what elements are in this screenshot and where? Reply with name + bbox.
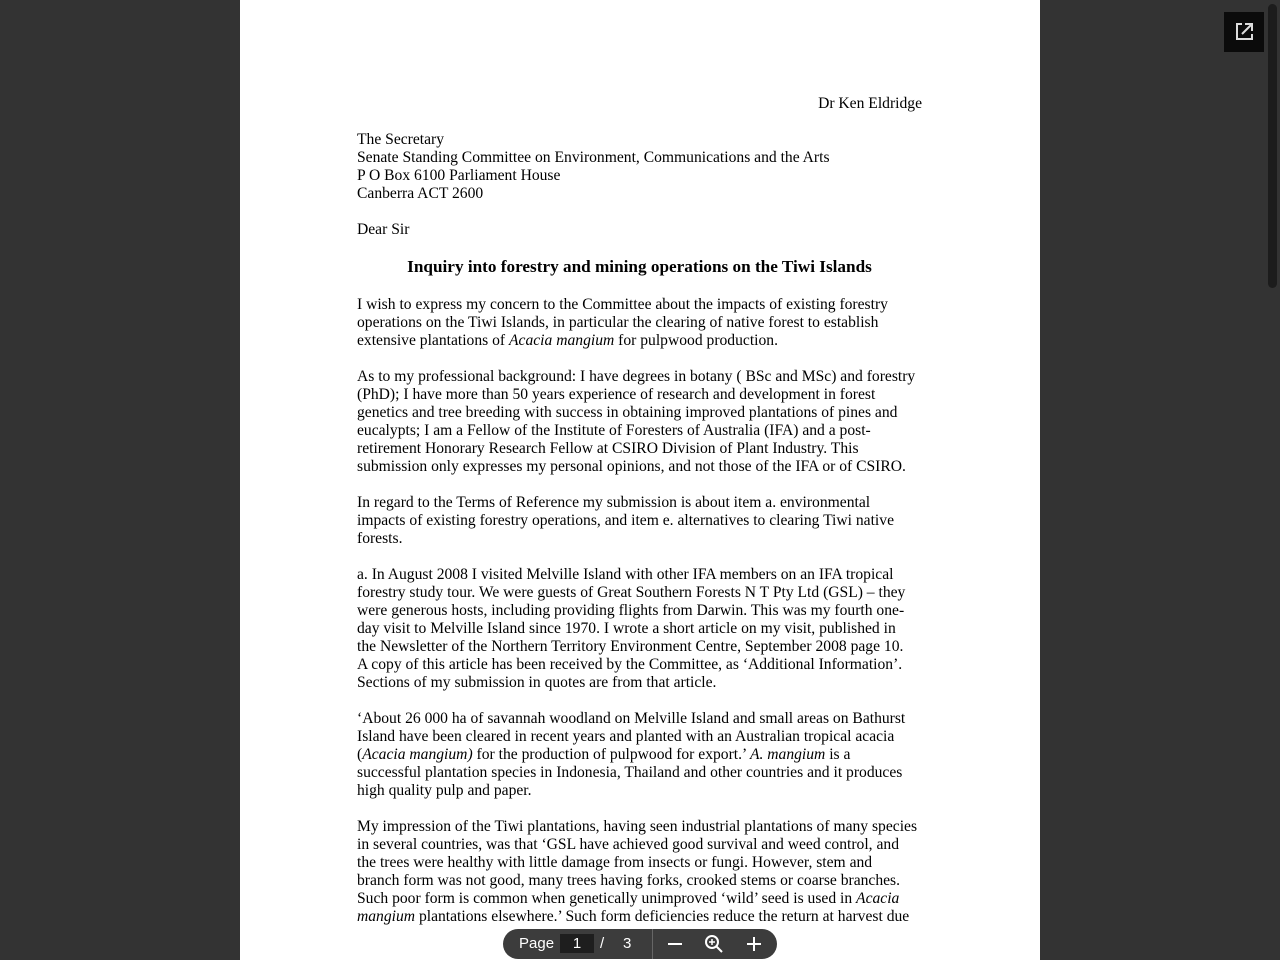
text-segment: were generous hosts, including providing flights from Darwin. This was my fourth one- bbox=[357, 602, 905, 619]
text-segment: for pulpwood production. bbox=[614, 332, 778, 349]
sender-name: Dr Ken Eldridge bbox=[818, 95, 922, 112]
text-line bbox=[357, 728, 927, 746]
paragraph bbox=[357, 296, 927, 350]
text-segment: submission only expresses my personal opinions, and not those of the IFA or of CSIRO. bbox=[357, 458, 906, 475]
text-segment: day visit to Melville Island since 1970. I wrote a short article on my visit, published in bbox=[357, 620, 896, 637]
zoom-fit-button[interactable] bbox=[700, 930, 728, 958]
text-line bbox=[357, 368, 927, 386]
text-segment: plantations elsewhere.’ Such form deficiencies reduce the return at harvest due bbox=[415, 908, 910, 925]
zoom-in-icon bbox=[745, 935, 763, 953]
text-segment: in several countries, was that ‘GSL have achieved good survival and weed control, and bbox=[357, 836, 899, 853]
address-line: Canberra ACT 2600 bbox=[357, 185, 484, 202]
paragraph bbox=[357, 710, 927, 800]
text-segment: forestry study tour. We were guests of Great Southern Forests N T Pty Ltd (GSL) – they bbox=[357, 584, 906, 601]
paragraph bbox=[357, 494, 927, 548]
italic-text: Acacia mangium) bbox=[362, 746, 473, 763]
text-segment: the trees were healthy with little damage from insects or fungi. However, stem and bbox=[357, 854, 873, 871]
text-segment: operations on the Tiwi Islands, in particular the clearing of native forest to establish bbox=[357, 314, 879, 331]
text-line bbox=[357, 314, 927, 332]
text-line bbox=[357, 818, 927, 836]
recipient-address bbox=[357, 131, 927, 203]
text-segment: forests. bbox=[357, 530, 403, 547]
text-segment: Sections of my submission in quotes are from that article. bbox=[357, 674, 717, 691]
text-line bbox=[357, 620, 927, 638]
text-segment: As to my professional background: I have degrees in botany ( BSc and MSc) and forestry bbox=[357, 368, 916, 385]
text-segment: Such poor form is common when genetically unimproved ‘wild’ seed is used in bbox=[357, 890, 857, 907]
zoom-out-icon bbox=[666, 935, 684, 953]
page-separator: / bbox=[600, 935, 605, 952]
text-line bbox=[357, 404, 927, 422]
toolbar-divider bbox=[652, 929, 653, 959]
document-content bbox=[357, 95, 927, 926]
document-title: Inquiry into forestry and mining operations on the Tiwi Islands bbox=[407, 257, 872, 276]
text-segment: is a bbox=[825, 746, 851, 763]
paragraph bbox=[357, 368, 927, 476]
text-segment: My impression of the Tiwi plantations, having seen industrial plantations of many species bbox=[357, 818, 918, 835]
text-segment: ( bbox=[357, 746, 363, 763]
text-line bbox=[357, 296, 927, 314]
text-segment: for the production of pulpwood for export.’ bbox=[472, 746, 750, 763]
address-line: P O Box 6100 Parliament House bbox=[357, 167, 561, 184]
text-line bbox=[357, 386, 927, 404]
text-segment: eucalypts; I am a Fellow of the Institute of Foresters of Australia (IFA) and a post- bbox=[357, 422, 871, 439]
text-segment: extensive plantations of bbox=[357, 332, 510, 349]
address-line: The Secretary bbox=[357, 131, 445, 148]
text-line bbox=[357, 908, 927, 926]
text-segment: (PhD); I have more than 50 years experience of research and development in forest bbox=[357, 386, 876, 403]
text-line bbox=[357, 782, 927, 800]
text-line bbox=[357, 512, 927, 530]
text-line bbox=[357, 746, 927, 764]
italic-text: mangium bbox=[357, 908, 416, 925]
text-segment: I wish to express my concern to the Committee about the impacts of existing forestry bbox=[357, 296, 888, 313]
italic-text: Acacia bbox=[856, 890, 900, 907]
open-external-button[interactable] bbox=[1224, 12, 1264, 52]
text-segment: the Newsletter of the Northern Territory Environment Centre, September 2008 page 10. bbox=[357, 638, 904, 655]
text-line bbox=[357, 836, 927, 854]
text-line bbox=[357, 674, 927, 692]
text-segment: genetics and tree breeding with success in obtaining improved plantations of pines and bbox=[357, 404, 898, 421]
text-line bbox=[357, 584, 927, 602]
text-line bbox=[357, 566, 927, 584]
text-segment: impacts of existing forestry operations, and item e. alternatives to clearing Tiwi native bbox=[357, 512, 894, 529]
address-line: Senate Standing Committee on Environment, Communications and the Arts bbox=[357, 149, 830, 166]
text-segment: branch form was not good, many trees having forks, crooked stems or coarse branches. bbox=[357, 872, 901, 889]
text-segment: In regard to the Terms of Reference my submission is about item a. environmental bbox=[357, 494, 871, 511]
paragraph bbox=[357, 818, 927, 926]
text-segment: successful plantation species in Indonesia, Thailand and other countries and it produces bbox=[357, 764, 903, 781]
text-line bbox=[357, 494, 927, 512]
zoom-fit-icon bbox=[704, 934, 724, 954]
text-line bbox=[357, 872, 927, 890]
total-pages: 3 bbox=[623, 935, 632, 952]
text-line bbox=[357, 440, 927, 458]
zoom-in-button[interactable] bbox=[740, 930, 768, 958]
text-segment: retirement Honorary Research Fellow at CSIRO Division of Plant Industry. This bbox=[357, 440, 859, 457]
text-line bbox=[357, 332, 927, 350]
text-line bbox=[357, 764, 927, 782]
italic-text: Acacia mangium bbox=[509, 332, 615, 349]
text-line bbox=[357, 710, 927, 728]
text-line bbox=[357, 638, 927, 656]
text-segment: ‘About 26 000 ha of savannah woodland on Melville Island and small areas on Bathurst bbox=[357, 710, 906, 727]
zoom-out-button[interactable] bbox=[661, 930, 689, 958]
text-segment: a. In August 2008 I visited Melville Island with other IFA members on an IFA tropical bbox=[357, 566, 894, 583]
text-line bbox=[357, 422, 927, 440]
page-number-input[interactable] bbox=[560, 934, 594, 953]
text-line bbox=[357, 530, 927, 548]
paragraph bbox=[357, 566, 927, 692]
text-segment: high quality pulp and paper. bbox=[357, 782, 532, 799]
open-in-new-icon bbox=[1233, 21, 1255, 43]
text-segment: Island have been cleared in recent years and planted with an Australian tropical acacia bbox=[357, 728, 895, 745]
text-line bbox=[357, 458, 927, 476]
text-line bbox=[357, 890, 927, 908]
text-line bbox=[357, 656, 927, 674]
text-line bbox=[357, 854, 927, 872]
scrollbar-thumb[interactable] bbox=[1268, 4, 1277, 288]
pdf-toolbar bbox=[503, 929, 777, 959]
text-segment: A copy of this article has been received by the Committee, as ‘Additional Information’. bbox=[357, 656, 903, 673]
pdf-page bbox=[240, 0, 1040, 960]
page-label: Page bbox=[519, 935, 555, 952]
italic-text: A. mangium bbox=[749, 746, 826, 763]
text-line bbox=[357, 602, 927, 620]
salutation: Dear Sir bbox=[357, 221, 410, 238]
